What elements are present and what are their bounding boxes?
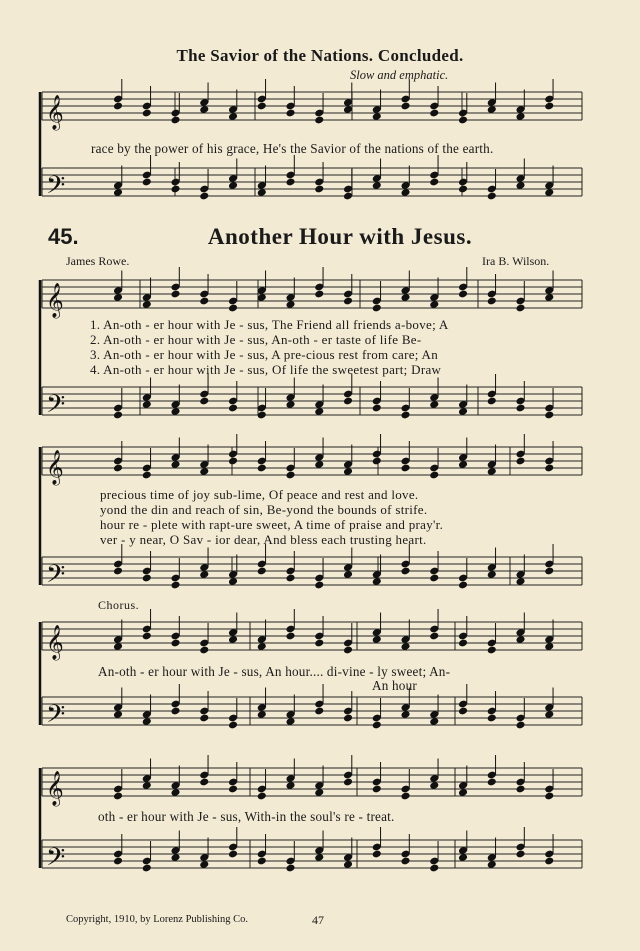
svg-text:𝄢: 𝄢 bbox=[46, 390, 66, 425]
composer-credit: Ira B. Wilson. bbox=[482, 254, 550, 268]
verse-2-part1: 2. An-oth - er hour with Je - sus, An-oth - er taste of life Be- bbox=[90, 332, 422, 347]
chorus-label: Chorus. bbox=[98, 598, 140, 612]
verse-3-part1: 3. An-oth - er hour with Je - sus, A pre-cious rest from care; An bbox=[90, 347, 439, 362]
svg-text:𝄢: 𝄢 bbox=[46, 560, 66, 595]
svg-text:𝄞: 𝄞 bbox=[46, 771, 64, 806]
verse-3-part2: hour re - plete with rapt-ure sweet, A time of praise and pray'r. bbox=[100, 517, 444, 532]
svg-text:𝄞: 𝄞 bbox=[46, 450, 64, 485]
hymn-title: Another Hour with Jesus. bbox=[207, 224, 473, 249]
svg-text:𝄢: 𝄢 bbox=[46, 700, 66, 735]
svg-text:𝄞: 𝄞 bbox=[46, 95, 64, 130]
svg-text:𝄢: 𝄢 bbox=[46, 843, 66, 878]
continuation-title: The Savior of the Nations. Concluded. bbox=[176, 46, 464, 65]
verse-2-part2: yond the din and reach of sin, Be-yond the bounds of strife. bbox=[100, 502, 428, 517]
verse-1-part1: 1. An-oth - er hour with Je - sus, The Friend all friends a-bove; A bbox=[90, 317, 449, 332]
chorus-alt-lyric: An hour bbox=[372, 678, 417, 693]
svg-text:𝄢: 𝄢 bbox=[46, 171, 66, 206]
page-number: 47 bbox=[312, 913, 324, 927]
chorus-lyric-1: An-oth - er hour with Je - sus, An hour.... di-vine - ly sweet; An- bbox=[98, 664, 451, 679]
svg-text:𝄞: 𝄞 bbox=[46, 625, 64, 660]
tempo-marking: Slow and emphatic. bbox=[350, 68, 449, 82]
verse-4-part1: 4. An-oth - er hour with Je - sus, Of life the sweetest part; Draw bbox=[90, 362, 442, 377]
verse-1-part2: precious time of joy sub-lime, Of peace and rest and love. bbox=[100, 487, 419, 502]
svg-text:𝄞: 𝄞 bbox=[46, 283, 64, 318]
copyright-notice: Copyright, 1910, by Lorenz Publishing Co. bbox=[66, 914, 248, 925]
verse-4-part2: ver - y near, O Sav - ior dear, And bless each trusting heart. bbox=[100, 532, 427, 547]
continuation-lyric: race by the power of his grace, He's the Savior of the nations of the earth. bbox=[91, 141, 494, 156]
lyricist-credit: James Rowe. bbox=[66, 254, 130, 268]
hymn-number: 45. bbox=[48, 224, 79, 249]
chorus-lyric-2: oth - er hour with Je - sus, With-in the soul's re - treat. bbox=[98, 809, 395, 824]
